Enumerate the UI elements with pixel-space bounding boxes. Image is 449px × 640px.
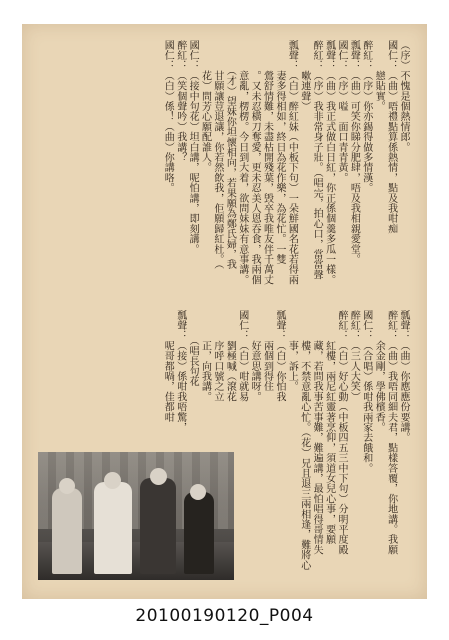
script-line: 兩個到得住 <box>261 310 273 392</box>
script-line: 花）問芳心願配誰人。 <box>199 40 211 173</box>
script-line: 事，訴上。 <box>286 310 298 392</box>
script-line: 余金剛，學佛檳香。 <box>373 310 385 433</box>
script-line: 國仁：（曲）唔禮點算係熱情，點及我咁痴 <box>385 40 397 234</box>
script-line: 醉紅：（笑個聲吟）我講？ <box>174 40 186 163</box>
script-line: 妻多得相如，終日為花作樂，為花忙。一雙 <box>273 40 285 265</box>
script-line: 劉極喊（滾花 <box>224 310 236 402</box>
script-line: 瓢聲：（曲）我正式做白日紅，你正係個羹多瓜一樣。 <box>323 40 335 285</box>
script-line: 國仁：（接中句花）坦白講，呢怕講，即刻講。 <box>187 40 199 255</box>
script-line: 紅樓，兩尼紅靈著烹仰，須道女兒心事，要願 <box>323 310 335 545</box>
script-line: 意亂，楞楞。今日到大着，欲問妹妹有意事講。 <box>236 40 248 285</box>
script-line: 醉紅：（序）我非常身子壯。（唱完，拍心口，當當聲 <box>311 40 323 280</box>
script-line: 正，向我講。 <box>199 310 211 402</box>
stage-photo <box>38 452 234 580</box>
script-line: 鶯舒情難，未盡枯開殘葉，毁卒我唯友伴千萬丈 <box>261 40 273 285</box>
script-line: 呢哥都喎，佳都咁 <box>162 310 174 423</box>
top-script-text <box>161 40 409 302</box>
script-page <box>22 24 427 599</box>
script-line: 醉紅：（序）你亦錫得做多情漢。 <box>360 40 372 193</box>
script-line: 瓢聲：（白）醉紅妹（中板下句）一朵鮮國名花若得兩 <box>286 40 298 285</box>
script-line: 國仁：（序）嗌 面口青青黃。 <box>335 40 347 183</box>
script-line: （序）不愧是個熱情郎。 <box>398 40 409 153</box>
script-line: 醉紅：（白）好心動（中板四五三中下句）分明平度殿 <box>335 310 347 555</box>
script-line: （唱長句花 <box>187 310 199 387</box>
script-line: 國仁：（白）係！（曲）你講咯。 <box>162 40 174 193</box>
script-line: 嗽連聲） <box>298 40 310 112</box>
script-line: 瓢聲：（曲）你應應份要講。 <box>398 310 409 443</box>
script-line: 瓢聲：（曲）可笑你睇分肥肆，唔及我相親愛堂。 <box>348 40 360 265</box>
page-caption: 20100190120_P004 <box>135 606 314 626</box>
script-line: 藏，若問我事苦事難，難遍講，最怕唱得哥情失 <box>311 310 323 555</box>
script-line: 序呼口號之立 <box>211 310 223 402</box>
script-line: 。又未忍橫刀奪愛，更未忍美人恩吞食，我兩個 <box>249 40 261 285</box>
script-line: 國仁：（合唱）係咁我兩家去餓和。 <box>360 310 372 474</box>
script-line: 國仁：（白）咁就易 <box>236 310 248 402</box>
script-line: （才）望妹你坦懷相向，若果願為鄭氏婦，我 <box>224 40 236 270</box>
script-line: 醉紅：（曲）我唔同細夫君，點樣答覆，你地講。我願 <box>385 310 397 555</box>
script-line: 醉紅：（三人大笑） <box>348 310 360 402</box>
script-line: 瓢聲：（接）係咁我唔驚， <box>174 310 186 433</box>
script-line: 瓢聲：（白）你怕我 <box>273 310 285 402</box>
script-line: 戀貼實。 <box>373 40 385 112</box>
script-line: 好意思講呀。 <box>249 310 261 402</box>
script-line: 樓，不禁意亂心忙。（花）兄且退三兩相逢，難將心 <box>298 310 310 571</box>
script-line: 甘願讓荳退讓，你若然飲我，佢願歸紅杜。（ <box>211 40 223 270</box>
